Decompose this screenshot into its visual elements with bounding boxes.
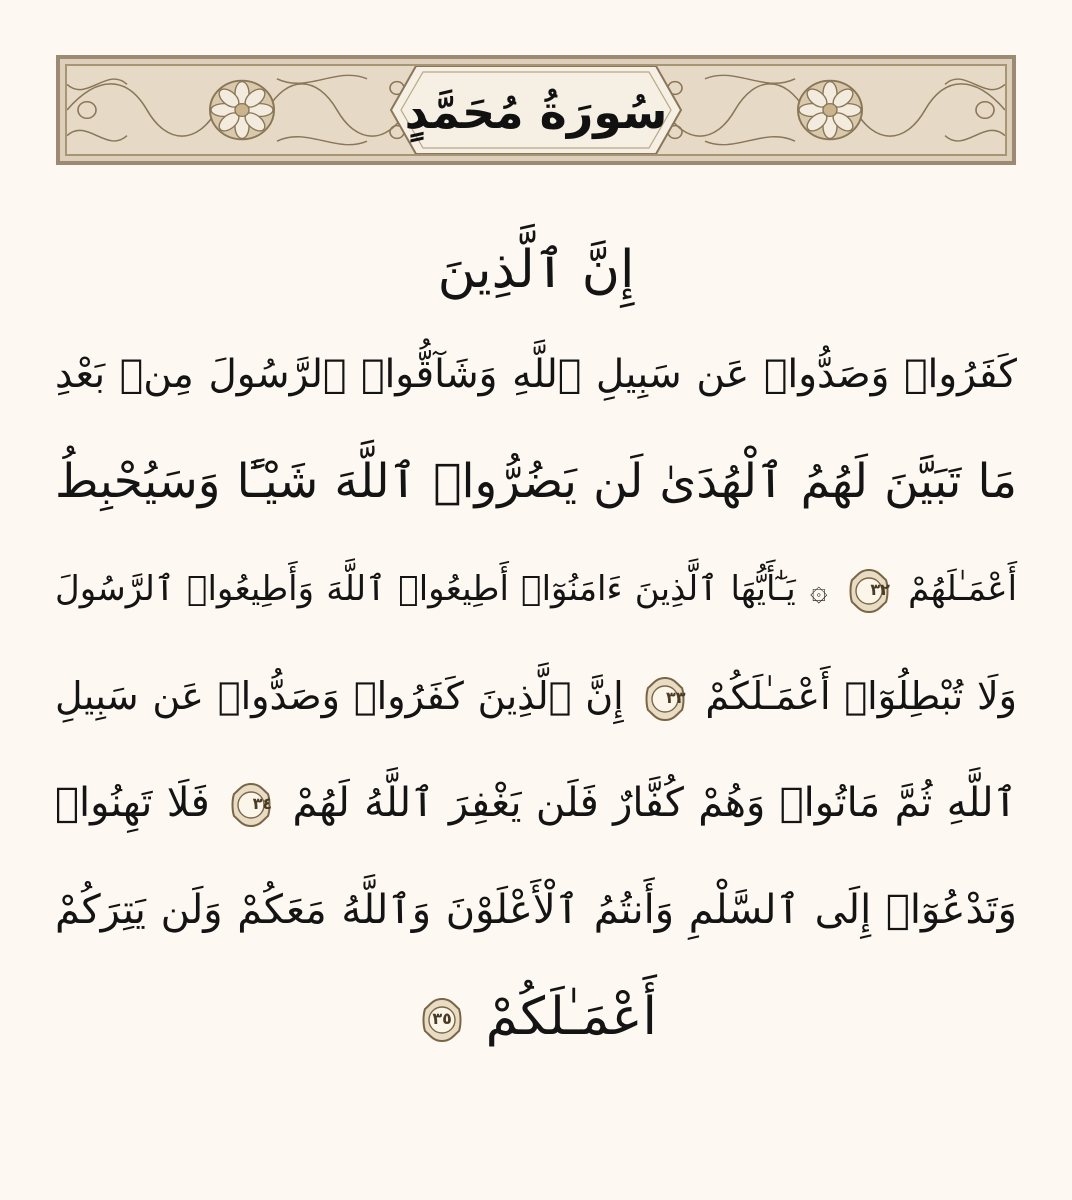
- ayah-end-marker-icon: [644, 676, 686, 722]
- verse-text: أَعْمَـٰلَهُمْ: [908, 569, 1018, 609]
- verse-line: [55, 447, 1017, 517]
- verse-line: [55, 340, 1017, 410]
- ayah-number: ٣٤: [252, 794, 273, 813]
- surah-header-banner: [56, 55, 1016, 165]
- ayah-end-marker-icon: [421, 997, 463, 1043]
- verse-line: [55, 982, 1017, 1052]
- verse-text: إِنَّ ٱلَّذِينَ: [437, 240, 635, 300]
- ayah-end-marker-icon: [848, 568, 890, 614]
- banner-inner-frame: [65, 64, 1007, 156]
- hizb-marker-icon: ۞: [810, 572, 828, 608]
- verse-line: [55, 235, 1017, 305]
- surah-title: سُورَةُ مُحَمَّدٍ: [404, 85, 668, 139]
- verse-text: يَـٰٓأَيُّهَا ٱلَّذِينَ ءَامَنُوٓا۟ أَطِيعُوا۟ ٱللَّهَ وَأَطِيعُوا۟ ٱلرَّسُولَ: [55, 569, 796, 609]
- verse-line: [55, 661, 1017, 731]
- verse-text: إِنَّ ٱلَّذِينَ كَفَرُوا۟ وَصَدُّوا۟ عَن سَبِيلِ: [55, 674, 624, 718]
- ayah-number: ٣٢: [870, 579, 890, 599]
- verse-text: وَتَدْعُوٓا۟ إِلَى ٱلسَّلْمِ وَأَنتُمُ ٱلْأَعْلَوْنَ وَٱللَّهُ مَعَكُمْ وَلَن يَتِرَكُمْ: [55, 887, 1017, 933]
- verse-line: [55, 768, 1017, 838]
- verse-line: [55, 875, 1017, 945]
- verse-text: مَا تَبَيَّنَ لَهُمُ ٱلْهُدَىٰ لَن يَضُرُّوا۟ ٱللَّهَ شَيْـًٔا وَسَيُحْبِطُ: [55, 454, 1017, 509]
- ayah-number: ٣٣: [666, 687, 686, 707]
- verse-text: ٱللَّهِ ثُمَّ مَاتُوا۟ وَهُمْ كُفَّارٌ فَلَن يَغْفِرَ ٱللَّهُ لَهُمْ: [292, 780, 1018, 826]
- verse-text: كَفَرُوا۟ وَصَدُّوا۟ عَن سَبِيلِ ٱللَّهِ وَشَآقُّوا۟ ٱلرَّسُولَ مِنۢ بَعْدِ: [55, 352, 1017, 397]
- ayah-end-marker-icon: [230, 782, 272, 828]
- verse-text: أَعْمَـٰلَكُمْ: [485, 987, 657, 1047]
- ayah-number: ٣٥: [432, 1009, 452, 1028]
- verse-text: فَلَا تَهِنُوا۟: [55, 780, 210, 826]
- verse-text: وَلَا تُبْطِلُوٓا۟ أَعْمَـٰلَكُمْ: [705, 674, 1017, 718]
- verse-line: [55, 554, 1017, 624]
